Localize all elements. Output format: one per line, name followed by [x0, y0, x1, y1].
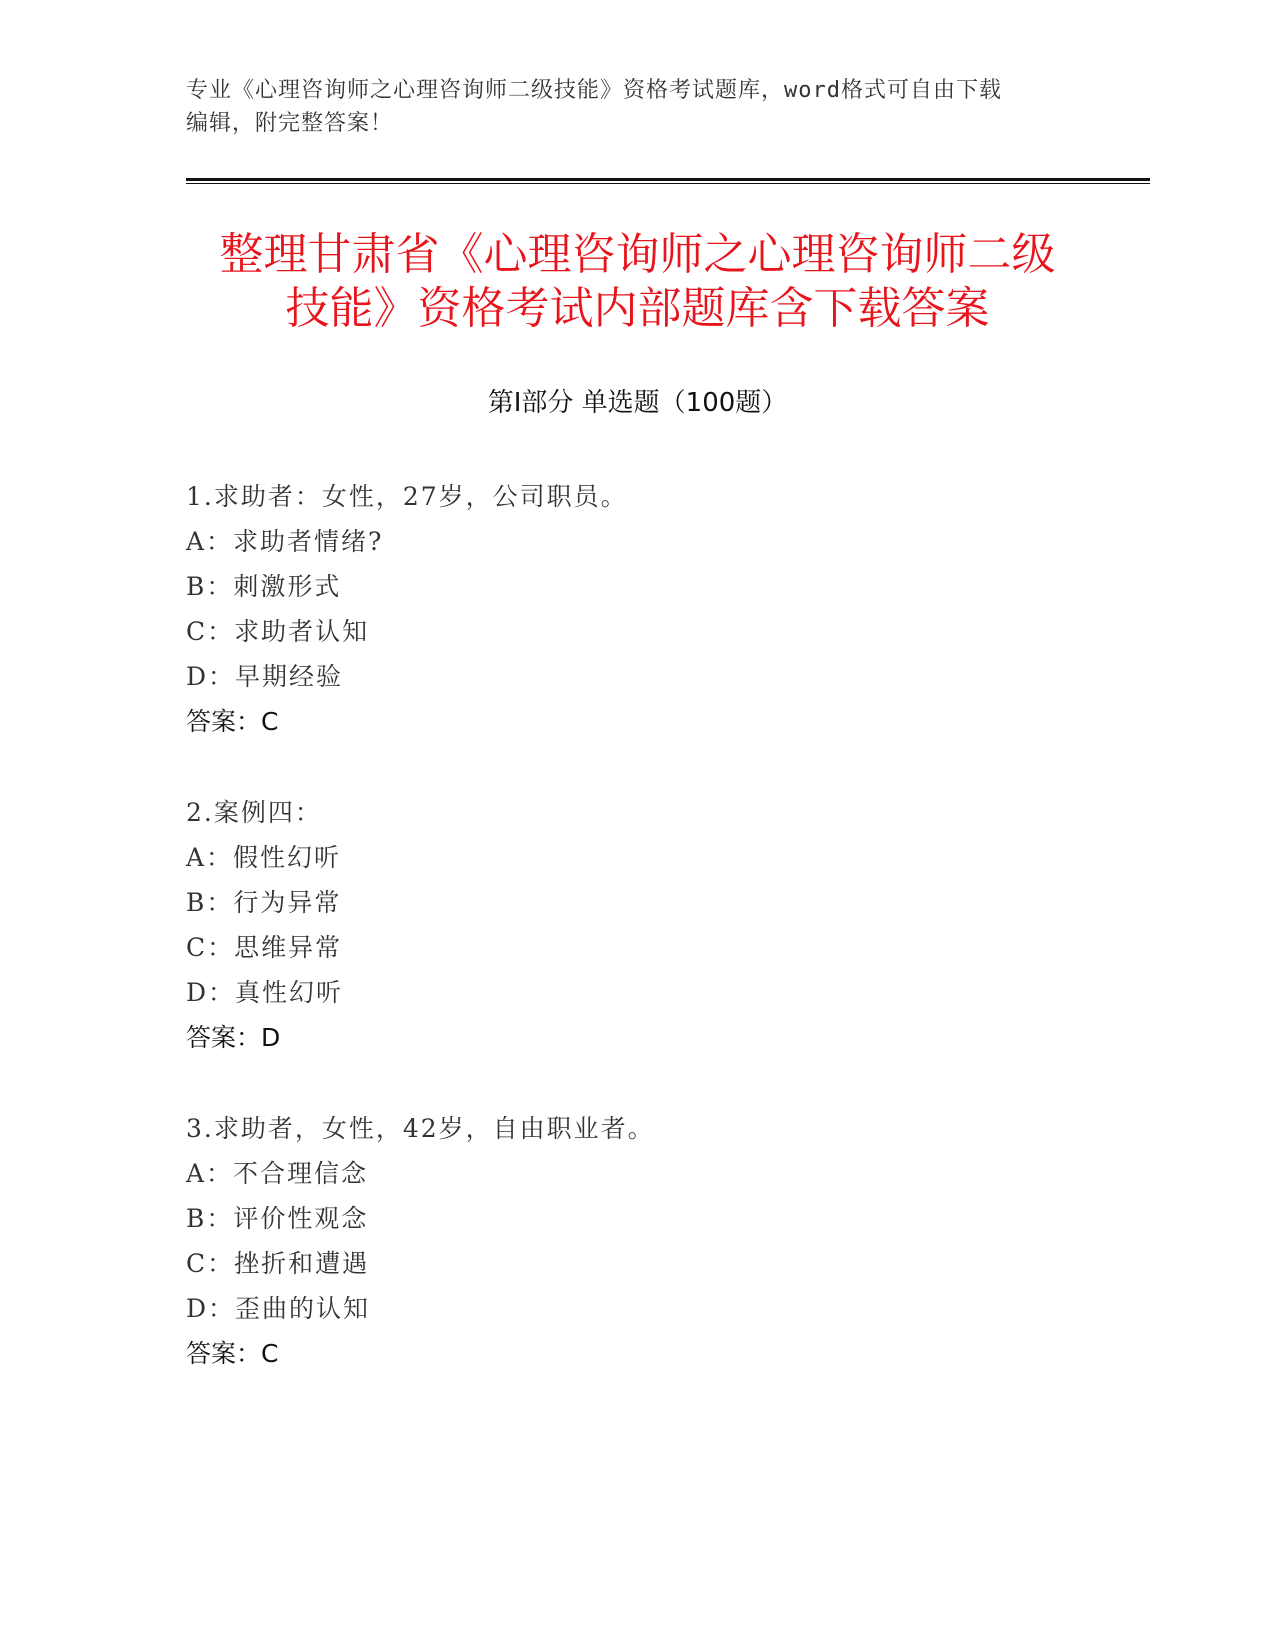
answer-key: 答案：C — [186, 1339, 279, 1368]
answer-key: 答案：D — [186, 1023, 281, 1052]
option-a: A：求助者情绪? — [186, 527, 384, 556]
header-divider-thick — [186, 178, 1150, 181]
option-c: C：思维异常 — [186, 933, 343, 962]
question-item — [186, 1106, 1086, 1376]
option-c: C：求助者认知 — [186, 617, 370, 646]
header-note-line-1: 专业《心理咨询师之心理咨询师二级技能》资格考试题库，word格式可自由下载 — [186, 78, 1002, 103]
question-stem: 3.求助者，女性，42岁，自由职业者。 — [186, 1114, 655, 1143]
header-divider-thin — [186, 183, 1150, 184]
option-b: B：行为异常 — [186, 888, 342, 917]
question-stem: 1.求助者：女性，27岁，公司职员。 — [186, 482, 628, 511]
option-a: A：假性幻听 — [186, 843, 342, 872]
document-title-line-1: 整理甘肃省《心理咨询师之心理咨询师二级 — [219, 229, 1056, 280]
question-item — [186, 474, 1086, 744]
option-b: B：刺激形式 — [186, 572, 342, 601]
question-stem: 2.案例四： — [186, 798, 322, 827]
option-c: C：挫折和遭遇 — [186, 1249, 370, 1278]
option-a: A：不合理信念 — [186, 1159, 369, 1188]
option-b: B：评价性观念 — [186, 1204, 369, 1233]
section-heading: 第Ⅰ部分 单选题（100题） — [487, 388, 788, 418]
answer-key: 答案：C — [186, 707, 279, 736]
question-item — [186, 790, 1086, 1060]
option-d: D：歪曲的认知 — [186, 1294, 371, 1323]
header-note — [186, 74, 1086, 140]
document-title-line-2: 技能》资格考试内部题库含下载答案 — [285, 283, 990, 334]
option-d: D：早期经验 — [186, 662, 344, 691]
document-title — [150, 228, 1125, 336]
question-list — [186, 474, 1086, 1422]
header-note-line-2: 编辑，附完整答案！ — [186, 111, 394, 136]
option-d: D：真性幻听 — [186, 978, 344, 1007]
